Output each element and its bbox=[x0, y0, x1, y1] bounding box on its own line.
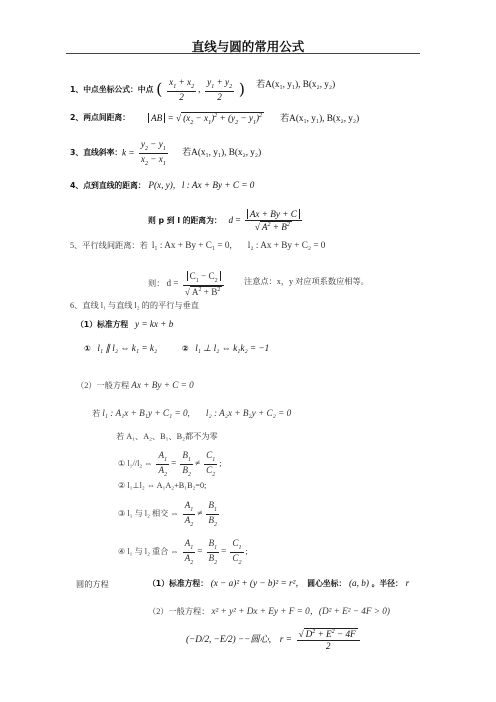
general-l2: l₂ : A₂x + B₂y + C₂ = 0 bbox=[205, 408, 292, 418]
circle-general-eq: x² + y² + Dx + Ey + F = 0，(D² + E² − 4F > 0) bbox=[211, 606, 390, 616]
midpoint-condition: 若A(x₁, y₁), B(x₂, y₂) bbox=[256, 79, 336, 89]
parallel-l1: l₁ : Ax + By + C₁ = 0, bbox=[151, 240, 232, 250]
general-lines: 若 l₁ : A₁x + B₁y + C₁ = 0, l₂ : A₂x + B₂y + C₂ = 0 bbox=[92, 408, 292, 418]
standard-form-label: （1）标准方程 bbox=[76, 320, 129, 329]
distance-formula: AB = √ $(x_2 - x_1)^2 + (y_2 - y_1)^2$ bbox=[148, 112, 264, 126]
circle-general-center: (−D/2, −E/2) −−圆心, bbox=[186, 634, 272, 645]
circle-standard: （1）标准方程： (x − a)² + (y − b)² = r²， 圆心坐标： (a, b) 。半径： r bbox=[148, 578, 410, 588]
slope-label: 3、直线斜率： bbox=[70, 148, 123, 157]
circle-center: (a, b) bbox=[349, 578, 369, 588]
distance-label: 2、两点间距离： bbox=[70, 113, 131, 122]
slope-condition: 若A(x₁, y₁), B(x₂, y₂) bbox=[182, 147, 262, 157]
general-intersect: ③ l₁ 与 l₂ 相交 ⇔ $\frac{A_1}{A_2}$ ≠ $\frac{B_1}{B_2}$ bbox=[118, 500, 217, 528]
section-5 bbox=[70, 241, 325, 250]
distance-condition: 若A(x₁, y₁), B(x₂, y₂) bbox=[280, 113, 360, 123]
general-perpendicular: ② l₁⊥l₂ ⇔ A₁A₂+B₁B₂=0; bbox=[118, 481, 207, 490]
circle-general-label: （2）一般方程： bbox=[148, 607, 210, 616]
midpoint-x-fraction: $\frac{x_1 + x_2}{2}$ bbox=[169, 77, 195, 102]
standard-form bbox=[76, 320, 173, 330]
parallel-note: 注意点：x，y 对应项系数应相等。 bbox=[244, 277, 369, 286]
general-l1: l₁ : A₁x + B₁y + C₁ = 0, bbox=[102, 408, 190, 418]
parallel-label: 5、平行线间距离：若 bbox=[70, 241, 148, 250]
general-coincide: ④ l₁ 与 l₂ 重合 ⇔ $\frac{A_1}{A_2}$ = $\frac{B_1}{B_2}$ = $\frac{C_1}{C_2}$ ; bbox=[118, 538, 248, 566]
title-divider bbox=[66, 53, 420, 54]
slope-formula: k = $\frac{y_2 - y_1}{x_2 - x_1}$ bbox=[122, 139, 166, 167]
point-line-distance: 则 p 到 l 的距离为： d = $\frac{Ax + By + C}{√ A^2 + B^2}$ bbox=[148, 209, 304, 232]
parallel-distance: 则： d = $\frac{C_1 - C_2}{√ A^2 + B^2}$ bbox=[148, 271, 226, 297]
circle-label: 圆的方程 bbox=[76, 580, 109, 589]
distance-result-label: 则 p 到 l 的距离为： bbox=[148, 216, 222, 226]
general-form-label: （2）一般方程 bbox=[76, 381, 130, 390]
point-line-fraction: $\frac{Ax + By + C}{√ A^2 + B^2}$ bbox=[245, 209, 302, 232]
standard-conditions: ① l₁ ∥ l₂ ⇔ k₁ = k₂ ② l₁ ⊥ l₂ ⇔ k₁k₂ = −1 bbox=[84, 343, 270, 353]
general-form bbox=[76, 381, 194, 390]
circle-center-radius: (−D/2, −E/2) −−圆心, r = $\frac{√ D^2 + E^2 - 4F}{2}$ bbox=[186, 628, 362, 651]
circle-radius: r bbox=[405, 578, 410, 588]
point-line-label: 4、点到直线的距离： bbox=[70, 181, 146, 190]
nonzero-note: 若 A₁、A₂、B₁、B₂都不为零 bbox=[116, 432, 218, 441]
section-2 bbox=[70, 114, 130, 123]
circle-general-radius: $\frac{√ D^2 + E^2 - 4F}{2}$ bbox=[297, 628, 360, 651]
midpoint-label: 1、中点坐标公式：中点 bbox=[70, 85, 154, 95]
point-p: P(x, y), bbox=[148, 180, 176, 190]
line-l: l : Ax + By + C = 0 bbox=[181, 180, 255, 190]
section-6: 6、直线 l₁ 与直线 l₂ 的的平行与垂直 bbox=[70, 301, 199, 310]
parallel-condition: l₁ ∥ l₂ ⇔ k₁ = k₂ bbox=[97, 343, 158, 353]
parallel-fraction: $\frac{C_1 - C_2}{√ A^2 + B^2}$ bbox=[183, 271, 225, 297]
circle-standard-label: （1）标准方程： bbox=[148, 579, 209, 588]
standard-form-eq: y = kx + b bbox=[134, 319, 174, 329]
section-1: 1、中点坐标公式：中点 ( $\frac{x_1 + x_2}{2}$ , $\frac{y_1 + y_2}{2}$ ) bbox=[70, 77, 246, 102]
circle-standard-eq: (x − a)² + (y − b)² = r²， bbox=[210, 578, 305, 588]
perpendicular-condition: l₁ ⊥ l₂ ⇔ k₁k₂ = −1 bbox=[195, 343, 270, 353]
circle-general bbox=[148, 607, 390, 616]
parallel-then: 则： bbox=[148, 279, 165, 289]
parallel-l2: l₂ : Ax + By + C₂ = 0 bbox=[247, 240, 326, 250]
section-3 bbox=[70, 149, 122, 158]
general-form-eq: Ax + By + C = 0 bbox=[131, 380, 194, 390]
midpoint-y-fraction: $\frac{y_1 + y_2}{2}$ bbox=[207, 77, 233, 102]
section-4 bbox=[70, 181, 254, 191]
general-parallel: ① l₁//l₂ ⇔ $\frac{A_1}{A_2}$ = $\frac{B_1}{B_2}$ ≠ $\frac{C_1}{C_2}$ ; bbox=[118, 450, 222, 478]
page-title: 直线与圆的常用公式 bbox=[191, 39, 305, 54]
